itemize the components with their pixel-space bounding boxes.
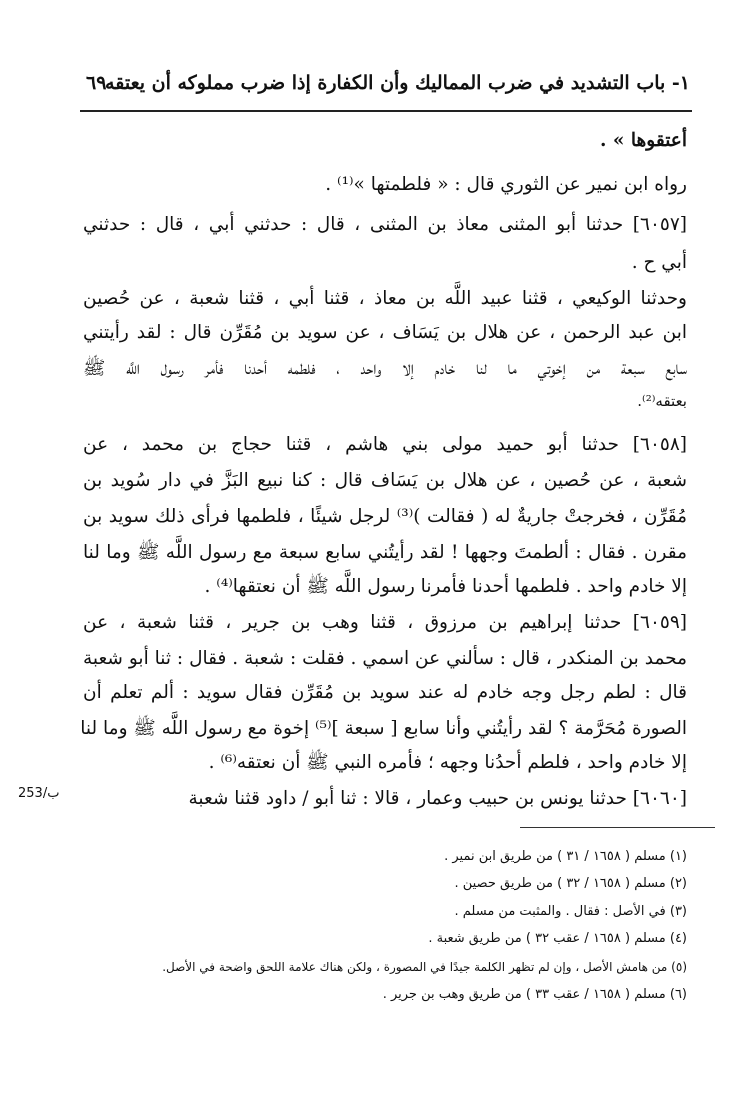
text-line: وحدثنا الوكيعي ، قثنا عبيد اللَّه بن معاذ ، قثنا أبي ، قثنا شعبة ، عن حُصين <box>83 288 687 309</box>
text-line: مُقَرِّن ، فخرجتْ جاريةٌ له ( فقالت )⁽³⁾ لرجل شيئًا ، فلطمها فرأى ذلك سويد بن <box>83 506 687 527</box>
text-line: [٦٠٥٩] حدثنا إبراهيم بن مرزوق ، قثنا وهب بن جرير ، قثنا شعبة ، عن <box>83 612 687 633</box>
footnote-divider <box>520 827 715 828</box>
margin-note: 253/ب <box>18 786 60 801</box>
footnote: (٤) مسلم ( ١٦٥٨ / عقب ٣٢ ) من طريق شعبة . <box>428 931 687 946</box>
text-line: إلا خادم واحد . فلطمها أحدنا فأمرنا رسول اللَّه ﷺ أن نعتقها⁽⁴⁾ . <box>204 576 687 597</box>
text-line: رواه ابن نمير عن الثوري قال : « فلطمتها »⁽¹⁾ . <box>325 174 687 195</box>
text-line: مقرن . فقال : ألطمتَ وجهها ! لقد رأيتُني سابع سبعة مع رسول اللَّه ﷺ وما لنا <box>83 542 687 563</box>
text-line: أبي ح . <box>631 252 687 273</box>
text-line: [٦٠٥٨] حدثنا أبو حميد مولى بني هاشم ، قثنا حجاج بن محمد ، عن <box>83 434 687 455</box>
text-line: قال : لطم رجل وجه خادم له عند سويد بن مُقَرِّن فقال سويد : ألم تعلم أن <box>83 682 687 703</box>
text-line: إلا خادم واحد ، فلطم أحدُنا وجهه ؛ فأمره النبي ﷺ أن نعتقه⁽⁶⁾ . <box>208 752 687 773</box>
text-line: محمد بن المنكدر ، قال : سألني عن اسمي . فقلت : شعبة . فقال : ثنا أبو شعبة <box>83 648 687 669</box>
text-line: بعتقه⁽²⁾. <box>637 392 687 410</box>
footnote: (٥) من هامش الأصل ، وإن لم تظهر الكلمة جيدًا في المصورة ، ولكن هناك علامة اللحق واضحة في الأصل. <box>162 960 687 974</box>
text-line: [٦٠٦٠] حدثنا يونس بن حبيب وعمار ، قالا : ثنا أبو / داود قثنا شعبة <box>188 788 687 809</box>
text-line: أعتقوها » . <box>600 130 687 151</box>
text-line: سابع سبعة من إخوتي ما لنا خادم إلا واحد ، فلطمه أحدنا فأمر رسول اللَّه ﷺ <box>83 358 687 379</box>
footnote: (١) مسلم ( ١٦٥٨ / ٣١ ) من طريق ابن نمير . <box>444 849 687 864</box>
footnote: (٢) مسلم ( ١٦٥٨ / ٣٢ ) من طريق حصين . <box>454 876 687 891</box>
page-header <box>80 72 690 106</box>
footnote: (٣) في الأصل : فقال . والمثبت من مسلم . <box>454 904 687 919</box>
text-line: [٦٠٥٧] حدثنا أبو المثنى معاذ بن المثنى ، قال : حدثني أبي ، قال : حدثني <box>83 214 687 235</box>
footnote: (٦) مسلم ( ١٦٥٨ / عقب ٣٣ ) من طريق وهب بن جرير . <box>382 987 687 1002</box>
text-line: الصورة مُحَرَّمة ؟ لقد رأيتُني وأنا سابع [ سبعة ]⁽⁵⁾ إخوة مع رسول اللَّه ﷺ وما لنا <box>80 718 687 739</box>
header-divider <box>80 110 692 112</box>
chapter-title: ١- باب التشديد في ضرب المماليك وأن الكفارة إذا ضرب مملوكه أن يعتقه <box>105 72 690 94</box>
page-number: ٦٩ <box>86 72 107 94</box>
text-line: ابن عبد الرحمن ، عن هلال بن يَسَاف ، عن سويد بن مُقَرِّن قال : لقد رأيتني <box>83 322 687 343</box>
text-line: شعبة ، عن حُصين ، عن هلال بن يَسَاف قال : كنا نبيع البَزَّ في دار سُويد بن <box>83 470 687 491</box>
